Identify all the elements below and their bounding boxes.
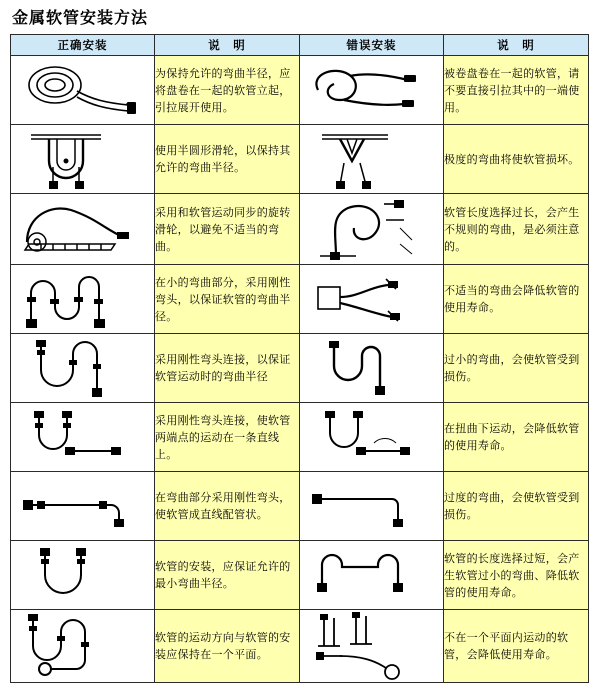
description-cell: 在弯曲部分采用刚性弯头，使软管成直线配管状。 (155, 472, 300, 541)
coiled-hose-standing-figure (11, 59, 154, 121)
table-header-row (11, 35, 589, 56)
table-row (11, 334, 589, 403)
hose-installation-table (10, 34, 589, 683)
header-description-2: 说 明 (444, 35, 589, 56)
table-row (11, 56, 589, 125)
table-row (11, 194, 589, 265)
description-cell: 软管的长度选择过短，会产生软管过小的弯曲、降低软管的使用寿命。 (444, 541, 589, 610)
rigid-bend-small-radius-figure (11, 267, 154, 331)
description-cell: 不适当的弯曲会降低软管的使用寿命。 (444, 265, 589, 334)
description-cell: 采用和软管运动同步的旋转滑轮，以避免不适当的弯曲。 (155, 194, 300, 265)
description-cell: 被卷盘卷在一起的软管，请不要直接引拉其中的一端使用。 (444, 56, 589, 125)
description-cell: 为保持允许的弯曲半径，应将盘卷在一起的软管立起，引拉展开使用。 (155, 56, 300, 125)
description-cell: 过度的弯曲，会使软管受到损伤。 (444, 472, 589, 541)
description-cell: 软管的安装，应保证允许的最小弯曲半径。 (155, 541, 300, 610)
description-cell: 过小的弯曲，会使软管受到损伤。 (444, 334, 589, 403)
figure-rigid-elbow-connection (11, 334, 155, 403)
overlong-hose-loop-figure (300, 194, 443, 264)
description-cell: 极度的弯曲将使软管损坏。 (444, 125, 589, 194)
header-correct-install: 正确安装 (11, 35, 155, 56)
figure-minimum-bend-radius (11, 541, 155, 610)
different-plane-movement-figure (300, 610, 443, 682)
torsion-movement-figure (300, 407, 443, 467)
header-wrong-install: 错误安装 (300, 35, 444, 56)
description-cell: 在小的弯曲部分，采用刚性弯头，以保证软管的弯曲半径。 (155, 265, 300, 334)
table-row (11, 265, 589, 334)
description-cell: 软管的运动方向与软管的安装应保持在一个平面。 (155, 610, 300, 683)
minimum-bend-radius-figure (11, 545, 154, 605)
description-cell: 软管长度选择过长，会产生不规则的弯曲，是必须注意的。 (444, 194, 589, 265)
figure-straight-pipe-elbow (11, 472, 155, 541)
header-description-1: 说 明 (155, 35, 300, 56)
figure-rigid-bend-small-radius (11, 265, 155, 334)
figure-too-long-hose (300, 541, 444, 610)
excessive-bend-figure (300, 483, 443, 529)
figure-different-plane-movement (300, 610, 444, 683)
figure-coiled-hose-standing (11, 56, 155, 125)
figure-rigid-elbow-straight-line (11, 403, 155, 472)
coiled-hose-pulled-figure (300, 60, 443, 120)
figure-too-small-bend (300, 334, 444, 403)
same-plane-movement-figure (11, 610, 154, 682)
description-cell: 不在一个平面内运动的软管，会降低使用寿命。 (444, 610, 589, 683)
table-row (11, 472, 589, 541)
table-row (11, 125, 589, 194)
page-title: 金属软管安装方法 (12, 8, 149, 27)
description-cell: 在扭曲下运动，会降低软管的使用寿命。 (444, 403, 589, 472)
figure-sharp-bend-pulley (300, 125, 444, 194)
table-row (11, 610, 589, 683)
table-row (11, 403, 589, 472)
improper-bend-figure (300, 269, 443, 329)
rigid-elbow-straight-line-figure (11, 407, 154, 467)
figure-excessive-bend (300, 472, 444, 541)
table-row (11, 541, 589, 610)
description-cell: 使用半圆形滑轮，以保持其允许的弯曲半径。 (155, 125, 300, 194)
too-small-bend-figure (300, 336, 443, 400)
description-cell: 采用刚性弯头连接，使软管两端点的运动在一条直线上。 (155, 403, 300, 472)
synchronous-rotating-pulley-figure (11, 196, 154, 262)
figure-coiled-hose-pulled (300, 56, 444, 125)
rigid-elbow-connection-figure (11, 336, 154, 400)
figure-same-plane-movement (11, 610, 155, 683)
semicircular-sheave-figure (11, 127, 154, 191)
figure-improper-bend (300, 265, 444, 334)
figure-torsion-movement (300, 403, 444, 472)
description-cell: 采用刚性弯头连接，以保证软管运动时的弯曲半径 (155, 334, 300, 403)
sharp-bend-pulley-figure (300, 127, 443, 191)
too-long-hose-figure (300, 545, 443, 605)
straight-pipe-elbow-figure (11, 483, 154, 529)
figure-overlong-hose-loop (300, 194, 444, 265)
figure-synchronous-rotating-pulley (11, 194, 155, 265)
figure-semicircular-sheave (11, 125, 155, 194)
